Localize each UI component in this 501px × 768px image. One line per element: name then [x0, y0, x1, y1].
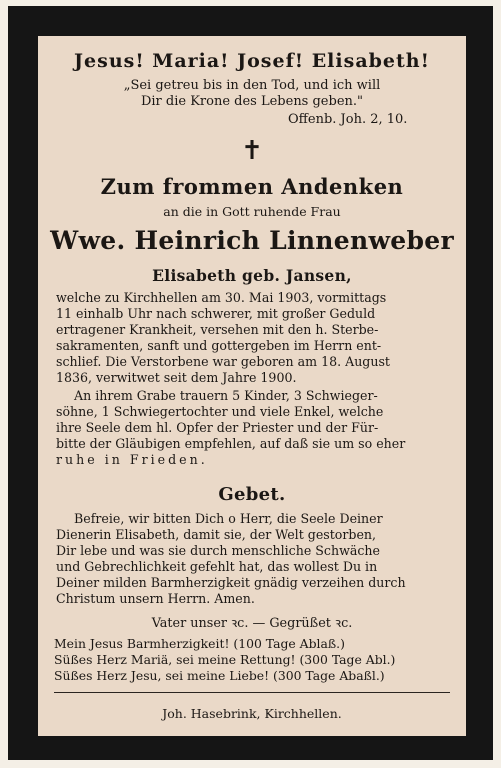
survivors-text [56, 388, 450, 468]
text-line: Süßes Herz Mariä, sei meine Rettung! (300 Tage Abl.) [54, 652, 396, 667]
text-line: bitte der Gläubigen empfehlen, auf daß sie um so eher [56, 436, 406, 451]
text-line: 1836, verwitwet seit dem Jahre 1900. [56, 370, 297, 385]
quote-reference: Offenb. Joh. 2, 10. [288, 112, 408, 127]
text-line: schlief. Die Verstorbene war geboren am 18. August [56, 354, 390, 369]
memorial-card [38, 36, 466, 736]
quote-line-1: „Sei getreu bis in den Tod, und ich will [123, 78, 381, 93]
text-line: Dienerin Elisabeth, damit sie, der Welt gestorben, [56, 527, 377, 542]
text-line: ihre Seele dem hl. Opfer der Priester und der Für- [56, 420, 379, 435]
text-line: und Gebrechlichkeit gefehlt hat, das wollest Du in [56, 559, 378, 574]
text-line: söhne, 1 Schwiegertochter und viele Enkel, welche [56, 404, 384, 419]
text-line: Dir lebe und was sie durch menschliche Schwäche [56, 543, 381, 558]
text-line: sakramenten, sanft und gottergeben im Herrn ent- [56, 338, 382, 353]
deceased-name: Wwe. Heinrich Linnenweber [50, 226, 454, 255]
text-line: ertragener Krankheit, versehen mit den h. Sterbe- [56, 322, 379, 337]
mourning-border [8, 6, 493, 760]
printer-imprint: Joh. Hasebrink, Kirchhellen. [162, 706, 342, 721]
text-line: Christum unsern Herrn. Amen. [56, 591, 255, 606]
prayer-title: Gebet. [218, 484, 286, 505]
prayer-text [56, 511, 450, 607]
text-line: An ihrem Grabe trauern 5 Kinder, 3 Schwieger- [74, 388, 378, 403]
text-line: Deiner milden Barmherzigkeit gnädig verzeihen durch [56, 575, 406, 590]
short-prayers: Vater unser ꝛc. — Gegrüßet ꝛc. [151, 616, 353, 631]
text-line: Befreie, wir bitten Dich o Herr, die Seele Deiner [74, 511, 383, 526]
divider [54, 692, 450, 693]
maiden-name: Elisabeth geb. Jansen, [152, 266, 352, 285]
text-line: 11 einhalb Uhr nach schwerer, mit großer Geduld [56, 306, 376, 321]
biography-text [56, 290, 450, 386]
text-line: ruhe in Frieden. [56, 452, 208, 467]
holy-names: Jesus! Maria! Josef! Elisabeth! [74, 50, 430, 72]
text-line: Mein Jesus Barmherzigkeit! (100 Tage Ablaß.) [54, 636, 345, 651]
card-title: Zum frommen Andenken [100, 174, 404, 199]
text-line: Süßes Herz Jesu, sei meine Liebe! (300 Tage Abaßl.) [54, 668, 385, 683]
indulgence-prayers [54, 636, 454, 684]
quote-line-2: Dir die Krone des Lebens geben." [140, 94, 364, 109]
cross-icon: ✝ [241, 136, 263, 166]
text-line: welche zu Kirchhellen am 30. Mai 1903, vormittags [56, 290, 387, 305]
card-subtitle: an die in Gott ruhende Frau [163, 204, 341, 219]
